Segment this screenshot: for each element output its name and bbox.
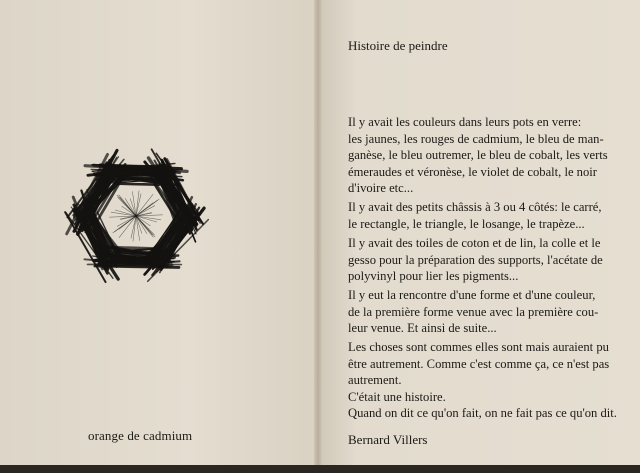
text-line: autrement. [348,373,402,387]
text-line: émeraudes et véronèse, le violet de cobalt, le noir [348,164,597,179]
author-name: Bernard Villers [348,432,428,447]
paragraph-5 [348,339,630,422]
text-line: de la première forme venue avec la première cou- [348,304,599,319]
drawing-caption: orange de cadmium [88,428,193,443]
paragraph-2 [348,199,630,232]
paragraph-3 [348,235,630,285]
paragraph-1 [348,114,630,197]
text-line: gesso pour la préparation des supports, l'acétate de [348,252,603,267]
text-line: Il y avait des toiles de coton et de lin, la colle et le [348,236,601,250]
text-line: Les choses sont commes elles sont mais auraient pu [348,340,609,354]
text-line: le rectangle, le triangle, le losange, le trapèze... [348,216,585,231]
text-line: leur venue. Et ainsi de suite... [348,321,497,335]
text-line: C'était une histoire. [348,389,446,404]
table-edge [0,465,640,473]
paragraph-4 [348,287,630,337]
text-line: d'ivoire etc... [348,181,414,195]
text-line: Il y avait des petits châssis à 3 ou 4 côtés: le carré, [348,200,602,214]
page-title: Histoire de peindre [348,38,448,53]
text-line: polyvinyl pour lier les pigments... [348,269,519,283]
text-line: ganèse, le bleu outremer, le bleu de cobalt, les verts [348,148,608,162]
left-page [0,0,318,473]
text-line: Il y avait les couleurs dans leurs pots en verre: [348,115,582,129]
book-gutter [314,0,322,473]
text-line: les jaunes, les rouges de cadmium, le bleu de man- [348,131,604,146]
text-line: Il y eut la rencontre d'une forme et d'une couleur, [348,288,596,302]
text-line: Quand on dit ce qu'on fait, on ne fait pas ce qu'on dit. [348,406,617,420]
hexagon-ink-drawing [56,138,221,293]
text-line: être autrement. Comme c'est comme ça, ce n'est pas [348,356,610,371]
